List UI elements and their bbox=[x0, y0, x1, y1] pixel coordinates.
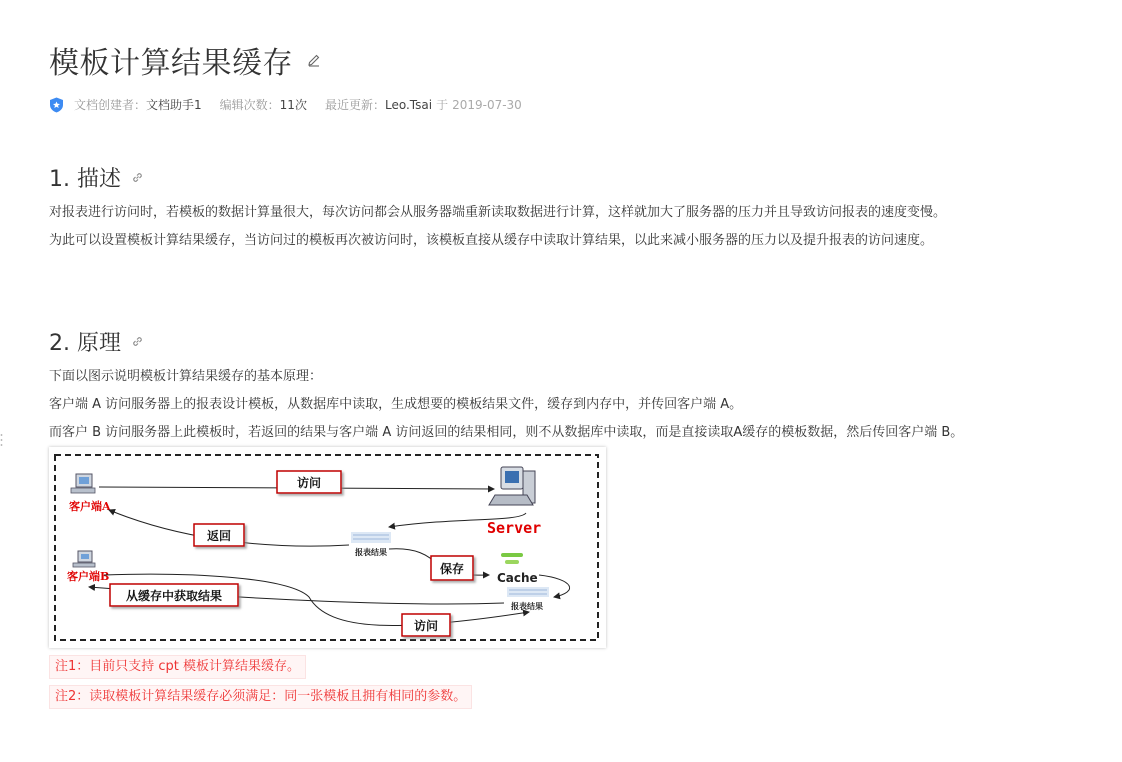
visit-label: 访问 bbox=[413, 619, 439, 633]
report-result-label: 报表结果 bbox=[355, 547, 387, 557]
edit-pencil-icon[interactable] bbox=[307, 53, 321, 67]
client-b-label: 客户端B bbox=[67, 570, 110, 583]
return-label: 返回 bbox=[206, 529, 232, 543]
paragraph: 对报表进行访问时，若模板的数据计算量很大，每次访问都会从服务器端重新读取数据进行计算，这样就加大了服务器的压力并且导致访问报表的速度变慢。 bbox=[49, 205, 947, 220]
shield-icon bbox=[49, 97, 64, 113]
edits-label: 编辑次数： bbox=[219, 98, 280, 112]
doc-meta bbox=[49, 96, 522, 113]
section-heading-text: 2. 原理 bbox=[49, 331, 121, 356]
cache-icon bbox=[501, 553, 523, 564]
drag-handle-icon[interactable] bbox=[0, 432, 3, 450]
edits-count: 11次 bbox=[279, 98, 307, 112]
report-document-icon bbox=[507, 587, 549, 597]
cache-principle-diagram bbox=[49, 447, 606, 648]
paragraph: 而客户 B 访问服务器上此模板时，若返回的结果与客户端 A 访问返回的结果相同，则不从数据库中读取，而是直接读取A缓存的模板数据，然后传回客户端 B。 bbox=[49, 425, 964, 440]
client-a-computer-icon bbox=[71, 474, 95, 493]
updated-by: Leo.Tsai bbox=[384, 97, 433, 112]
creator-name: 文档助手1 bbox=[146, 98, 202, 112]
creator-label: 文档创建者： bbox=[74, 98, 147, 112]
paragraph: 下面以图示说明模板计算结果缓存的基本原理： bbox=[49, 369, 323, 384]
anchor-link-icon[interactable] bbox=[131, 171, 144, 184]
title-row bbox=[49, 38, 321, 82]
visit-label: 访问 bbox=[296, 476, 322, 490]
updated-on-label: 于 bbox=[436, 98, 449, 112]
report-document-icon bbox=[351, 532, 391, 543]
anchor-link-icon[interactable] bbox=[131, 335, 144, 348]
section-heading-describe bbox=[49, 162, 144, 193]
from-cache-label: 从缓存中获取结果 bbox=[125, 589, 223, 603]
note-1: 注1：目前只支持 cpt 模板计算结果缓存。 bbox=[49, 655, 306, 679]
report-result-label: 报表结果 bbox=[511, 601, 543, 611]
server-label: Server bbox=[487, 519, 542, 537]
section-heading-principle bbox=[49, 326, 144, 357]
client-a-label: 客户端A bbox=[69, 500, 111, 513]
updated-date: 2019-07-30 bbox=[452, 97, 522, 112]
note-2: 注2：读取模板计算结果缓存必须满足：同一张模板且拥有相同的参数。 bbox=[49, 685, 472, 709]
updated-label: 最近更新： bbox=[324, 98, 385, 112]
paragraph: 客户端 A 访问服务器上的报表设计模板，从数据库中读取，生成想要的模板结果文件，缓存到内存中，并传回客户端 A。 bbox=[49, 397, 743, 412]
save-label: 保存 bbox=[439, 562, 465, 576]
server-computer-icon bbox=[489, 467, 535, 505]
cache-label: Cache bbox=[497, 571, 538, 585]
section-heading-text: 1. 描述 bbox=[49, 167, 121, 192]
page-title: 模板计算结果缓存 bbox=[49, 46, 293, 81]
paragraph: 为此可以设置模板计算结果缓存，当访问过的模板再次被访问时，该模板直接从缓存中读取计算结果，以此来减小服务器的压力以及提升报表的访问速度。 bbox=[49, 233, 934, 248]
client-b-computer-icon bbox=[73, 551, 95, 567]
